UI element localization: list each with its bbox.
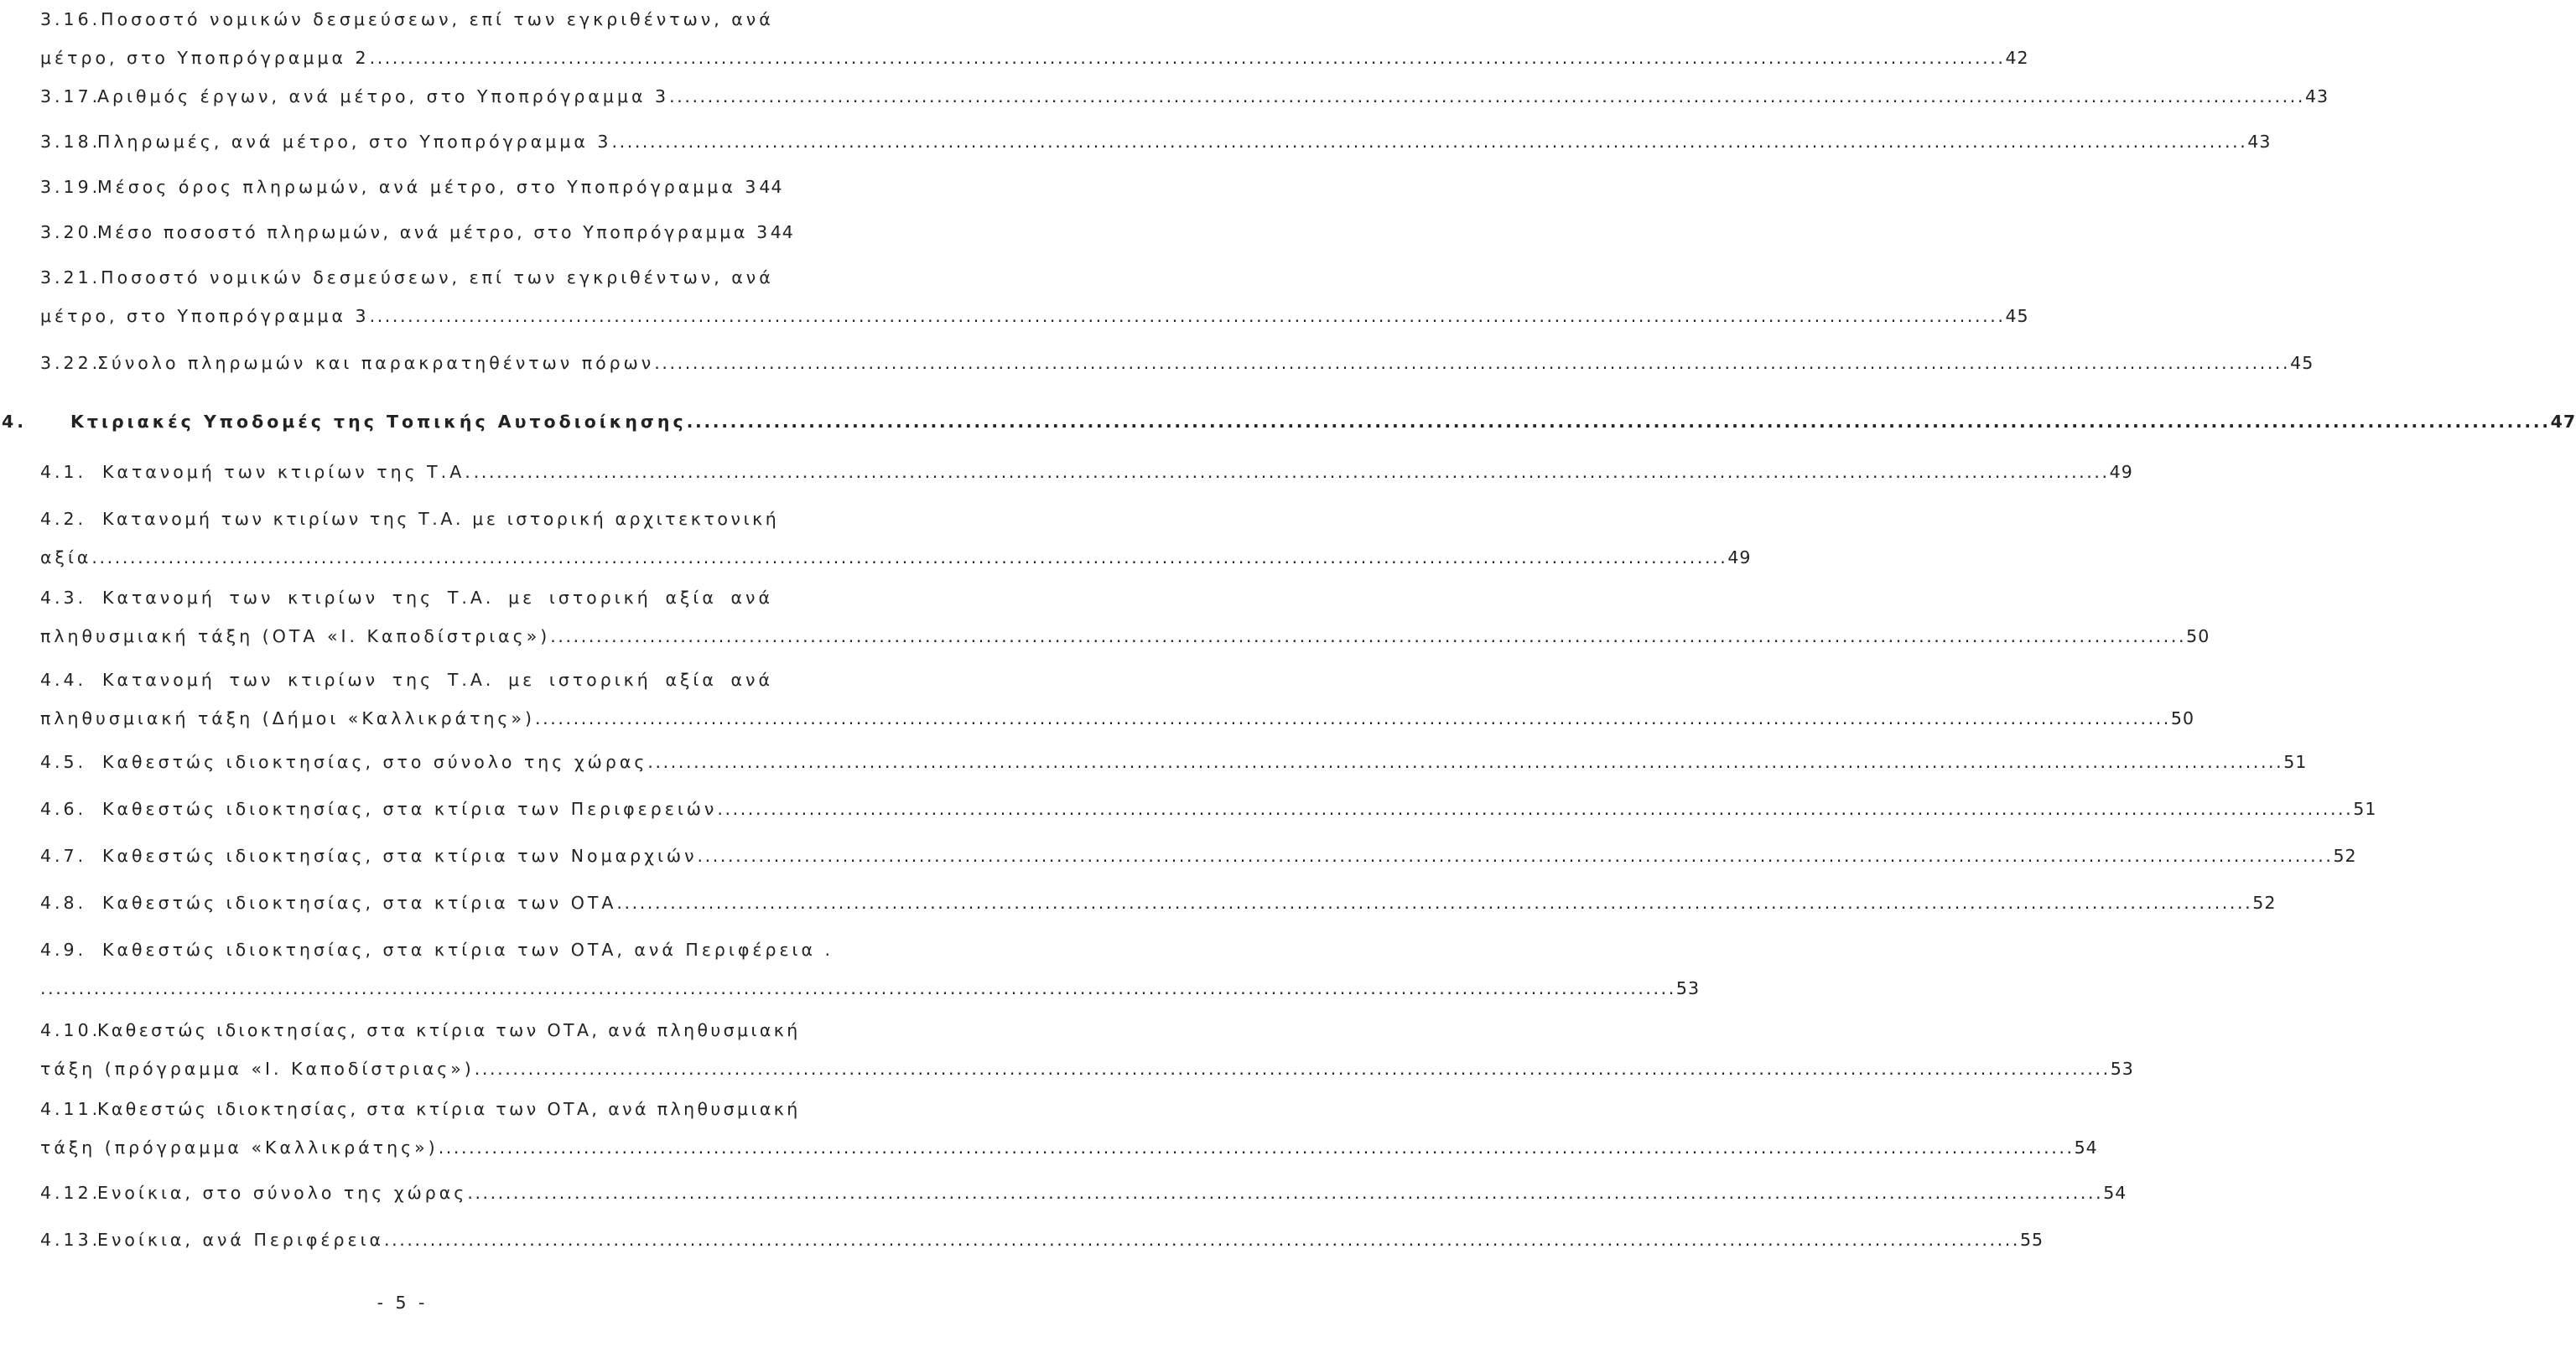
toc-entry-page: 49 bbox=[2109, 462, 2133, 482]
toc-entry-4-10[interactable] bbox=[40, 1011, 2134, 1088]
toc-entry-page: 42 bbox=[2005, 48, 2029, 68]
toc-entry-page: 55 bbox=[2019, 1230, 2044, 1250]
toc-entry-4-8[interactable] bbox=[40, 884, 2277, 922]
toc-leader-dots bbox=[535, 699, 2171, 738]
toc-entry-title: Καθεστώς ιδιοκτησίας, στα κτίρια των Νομαρχιών bbox=[102, 846, 698, 866]
toc-entry-title: αξία bbox=[40, 547, 92, 567]
toc-entry-4-7[interactable] bbox=[40, 837, 2357, 875]
toc-entry-title: Κατανομή των κτιρίων της Τ.Α. με ιστορική αρχιτεκτονική bbox=[102, 509, 780, 529]
toc-entry-title: Πληρωμές, ανά μέτρο, στο Υποπρόγραμμα 3 bbox=[97, 132, 612, 152]
toc-entry-title: Καθεστώς ιδιοκτησίας, στα κτίρια των ΟΤΑ, ανά Περιφέρεια . bbox=[102, 940, 834, 960]
toc-leader-dots bbox=[91, 538, 1727, 577]
toc-entry-page: 44 bbox=[759, 177, 783, 197]
toc-entry-title: Ποσοστό νομικών δεσμεύσεων, επί των εγκριθέντων, ανά bbox=[101, 9, 774, 29]
toc-entry-number: 4.2. bbox=[40, 509, 87, 529]
toc-entry-page: 51 bbox=[2353, 799, 2377, 819]
toc-leader-dots bbox=[654, 344, 2290, 382]
toc-entry-number: 3.20. bbox=[40, 222, 101, 242]
toc-entry-title: Κατανομή των κτιρίων της Τ.Α. bbox=[102, 462, 474, 482]
toc-entry-page: 54 bbox=[2074, 1138, 2098, 1158]
toc-leader-dots bbox=[669, 77, 2305, 116]
toc-entry-3-17[interactable] bbox=[40, 77, 2329, 116]
toc-entry-number: 4.8. bbox=[40, 893, 87, 913]
toc-leader-dots bbox=[647, 743, 2283, 781]
toc-leader-dots bbox=[616, 884, 2252, 922]
toc-entry-title: Καθεστώς ιδιοκτησίας, στα κτίρια των ΟΤΑ bbox=[102, 893, 617, 913]
toc-entry-title: Κατανομή των κτιρίων της Τ.Α. με ιστορική αξία ανά bbox=[102, 670, 773, 690]
toc-entry-number: 3.21. bbox=[40, 267, 101, 288]
toc-leader-dots bbox=[687, 402, 2551, 441]
toc-entry-title: τάξη (πρόγραμμα «Ι. Καποδίστριας») bbox=[40, 1059, 475, 1079]
toc-entry-number: 3.22. bbox=[40, 353, 101, 373]
toc-entry-title: τάξη (πρόγραμμα «Καλλικράτης») bbox=[40, 1138, 439, 1158]
toc-entry-number: 4.12. bbox=[40, 1183, 101, 1203]
toc-entry-page: 52 bbox=[2252, 893, 2277, 913]
toc-entry-title: Ενοίκια, ανά Περιφέρεια bbox=[97, 1230, 385, 1250]
toc-leader-dots bbox=[370, 39, 2006, 77]
toc-entry-title: Μέσος όρος πληρωμών, ανά μέτρο, στο Υποπρόγραμμα 3 bbox=[97, 177, 760, 197]
toc-entry-number: 4.9. bbox=[40, 940, 87, 960]
toc-entry-page: 53 bbox=[2110, 1059, 2134, 1079]
toc-entry-page: 50 bbox=[2170, 708, 2195, 728]
toc-entry-title: πληθυσμιακή τάξη (Δήμοι «Καλλικράτης») bbox=[40, 708, 536, 728]
toc-entry-number: 3.17. bbox=[40, 86, 101, 106]
toc-entry-page: 45 bbox=[2005, 306, 2029, 326]
toc-entry-3-21[interactable] bbox=[40, 258, 2029, 335]
toc-leader-dots bbox=[550, 617, 2186, 656]
toc-entry-page: 49 bbox=[1727, 547, 1752, 567]
toc-leader-dots bbox=[467, 1174, 2103, 1212]
toc-entry-title: Καθεστώς ιδιοκτησίας, στα κτίρια των ΟΤΑ, ανά πληθυσμιακή bbox=[97, 1099, 801, 1119]
toc-entry-page: 52 bbox=[2333, 846, 2357, 866]
toc-entry-number: 4.11. bbox=[40, 1099, 101, 1119]
toc-entry-page: 50 bbox=[2186, 626, 2210, 646]
toc-entry-3-22[interactable] bbox=[40, 344, 2314, 382]
toc-entry-title: Μέσο ποσοστό πληρωμών, ανά μέτρο, στο Υποπρόγραμμα 3 bbox=[97, 222, 771, 242]
toc-leader-dots bbox=[698, 837, 2334, 875]
toc-entry-number: 4.10. bbox=[40, 1020, 101, 1040]
toc-entry-4-12[interactable] bbox=[40, 1174, 2127, 1212]
toc-entry-page: 53 bbox=[1675, 978, 1700, 998]
toc-entry-3-16[interactable] bbox=[40, 0, 2029, 77]
toc-entry-4-11[interactable] bbox=[40, 1090, 2098, 1167]
toc-leader-dots bbox=[384, 1220, 2020, 1259]
toc-entry-4-5[interactable] bbox=[40, 743, 2308, 781]
toc-entry-number: 4.13. bbox=[40, 1230, 101, 1250]
toc-entry-3-19[interactable] bbox=[40, 168, 783, 206]
toc-entry-number: 4.3. bbox=[40, 588, 87, 608]
toc-entry-title: μέτρο, στο Υποπρόγραμμα 2 bbox=[40, 48, 370, 68]
toc-entry-number: 4.1. bbox=[40, 462, 87, 482]
toc-entry-4-3[interactable] bbox=[40, 578, 2210, 656]
toc-entry-4-4[interactable] bbox=[40, 661, 2195, 738]
toc-entry-4-1[interactable] bbox=[40, 453, 2133, 491]
toc-entry-page: 47 bbox=[2550, 412, 2576, 432]
toc-chapter-4[interactable] bbox=[2, 402, 2576, 441]
page-number-footer: - 5 - bbox=[377, 1293, 428, 1313]
toc-entry-number: 3.18. bbox=[40, 132, 101, 152]
toc-entry-title: Καθεστώς ιδιοκτησίας, στα κτίρια των Περιφερειών bbox=[102, 799, 718, 819]
toc-entry-4-9[interactable] bbox=[40, 930, 1700, 1008]
toc-page bbox=[2, 0, 2576, 1363]
toc-entry-number: 3.19. bbox=[40, 177, 101, 197]
toc-leader-dots bbox=[474, 453, 2110, 491]
toc-entry-number: 4.4. bbox=[40, 670, 87, 690]
toc-entry-title: μέτρο, στο Υποπρόγραμμα 3 bbox=[40, 306, 370, 326]
toc-leader-dots bbox=[717, 790, 2353, 828]
toc-entry-page: 45 bbox=[2290, 353, 2314, 373]
toc-leader-dots bbox=[370, 297, 2006, 335]
toc-entry-title: Καθεστώς ιδιοκτησίας, στο σύνολο της χώρας bbox=[102, 752, 648, 772]
toc-entry-title: πληθυσμιακή τάξη (ΟΤΑ «Ι. Καποδίστριας») bbox=[40, 626, 551, 646]
toc-entry-4-2[interactable] bbox=[40, 500, 1752, 577]
toc-entry-title: Αριθμός έργων, ανά μέτρο, στο Υποπρόγραμμα 3 bbox=[97, 86, 670, 106]
toc-entry-4-6[interactable] bbox=[40, 790, 2377, 828]
toc-entry-number: 4.7. bbox=[40, 846, 87, 866]
toc-entry-number: 4.5. bbox=[40, 752, 87, 772]
toc-entry-number: 4.6. bbox=[40, 799, 87, 819]
toc-entry-page: 54 bbox=[2103, 1183, 2127, 1203]
toc-leader-dots bbox=[40, 969, 1676, 1008]
toc-leader-dots bbox=[475, 1049, 2111, 1088]
toc-entry-3-18[interactable] bbox=[40, 122, 2272, 161]
toc-entry-title: Σύνολο πληρωμών και παρακρατηθέντων πόρων bbox=[97, 353, 655, 373]
toc-entry-title: Ενοίκια, στο σύνολο της χώρας bbox=[97, 1183, 468, 1203]
toc-entry-page: 43 bbox=[2305, 86, 2329, 106]
toc-entry-title: Κατανομή των κτιρίων της Τ.Α. με ιστορική αξία ανά bbox=[102, 588, 773, 608]
toc-entry-number: 4. bbox=[2, 412, 28, 432]
toc-entry-3-20[interactable] bbox=[40, 213, 794, 251]
toc-entry-title: Κτιριακές Υποδομές της Τοπικής Αυτοδιοίκησης bbox=[70, 412, 687, 432]
toc-entry-number: 3.16. bbox=[40, 9, 101, 29]
toc-leader-dots bbox=[439, 1128, 2075, 1167]
toc-entry-page: 51 bbox=[2283, 752, 2308, 772]
toc-entry-title: Καθεστώς ιδιοκτησίας, στα κτίρια των ΟΤΑ, ανά πληθυσμιακή bbox=[97, 1020, 801, 1040]
toc-entry-page: 44 bbox=[770, 222, 794, 242]
toc-leader-dots bbox=[611, 122, 2247, 161]
toc-entry-title: Ποσοστό νομικών δεσμεύσεων, επί των εγκριθέντων, ανά bbox=[101, 267, 774, 288]
toc-entry-4-13[interactable] bbox=[40, 1220, 2044, 1259]
toc-entry-page: 43 bbox=[2247, 132, 2272, 152]
